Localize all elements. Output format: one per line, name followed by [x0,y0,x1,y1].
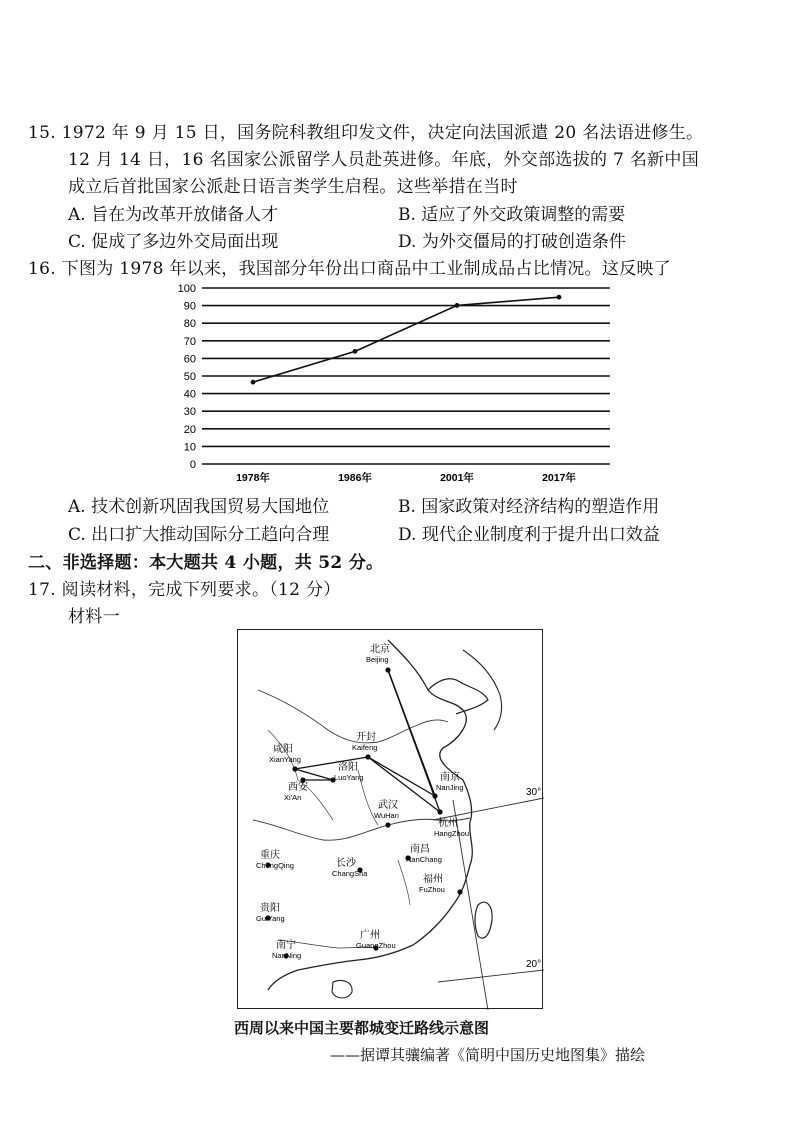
q15-option-d[interactable]: D. 为外交僵局的打破创造条件 [398,232,626,252]
taiwan-island [475,902,492,938]
korean-peninsula [463,650,502,730]
section-two-heading: 二、非选择题：本大题共 4 小题，共 52 分。 [28,553,384,573]
q15-option-a[interactable]: A. 旨在为改革开放储备人才 [68,205,279,225]
q17-stem: 17. 阅读材料，完成下列要求。（12 分） [28,580,341,600]
chart-gridlines [202,288,610,464]
chart-point [455,303,460,308]
map-city-name-pinyin: Kaifeng [352,743,378,752]
map-city-name-cn: 南昌 [410,844,430,855]
chart-x-tick-labels [236,471,576,484]
map-city-dot [457,889,462,894]
map-city-name-cn: 南宁 [276,940,296,951]
q16-option-c[interactable]: C. 出口扩大推动国际分工趋向合理 [68,525,330,545]
map-city-name-cn: 贵阳 [260,903,280,914]
map-city-dot [385,822,390,827]
q15-option-c[interactable]: C. 促成了多边外交局面出现 [68,232,279,252]
latitude-30-label: 30° [526,787,542,798]
map-city-name-cn: 长沙 [336,858,356,869]
chart-y-tick-label: 80 [183,318,196,331]
hainan-island [332,980,352,998]
map-city-labels [256,642,469,960]
chart-y-tick-label: 60 [183,353,196,366]
q16-option-b[interactable]: B. 国家政策对经济结构的塑造作用 [398,497,660,517]
yellow-river [258,690,448,743]
map-city-name-pinyin: ChongQing [256,861,294,870]
map-city-dot [292,766,297,771]
map-city-dot [385,667,390,672]
map-city-dot [437,809,442,814]
map-city-name-cn: 武汉 [378,800,398,811]
map-city-name-cn: 西安 [288,782,308,793]
map-city-name-pinyin: GuangZhou [356,941,396,950]
chart-y-tick-label: 100 [177,283,196,295]
chart-x-tick-label: 2017年 [542,472,576,484]
chart-point [557,295,562,300]
map-city-name-pinyin: Beijing [366,655,389,664]
q17-material-label: 材料一 [68,607,120,627]
tributary-3 [398,860,410,905]
map-city-name-cn: 洛阳 [338,762,358,773]
map-city-name-pinyin: HangZhou [434,829,470,838]
chart-x-tick-label: 1978年 [236,472,270,484]
q15-stem-line2: 12 月 14 日，16 名国家公派留学人员赴英进修。年底，外交部选拔的 7 名新中国 [68,150,700,170]
map-city-name-pinyin: NanJing [436,783,464,792]
map-city-name-pinyin: ChangSha [332,869,368,878]
chart-point [353,349,358,354]
chart-series-line [253,297,559,382]
map-city-name-pinyin: WuHan [374,811,399,820]
map-city-name-cn: 北京 [370,644,390,655]
q16-option-d[interactable]: D. 现代企业制度利于提升出口效益 [398,525,660,545]
map-city-name-cn: 重庆 [260,850,280,861]
chart-y-tick-label: 40 [183,388,196,401]
map-city-dot [365,754,370,759]
map-city-name-cn: 杭州 [438,818,458,829]
chart-points [251,295,562,385]
chart-y-tick-label: 20 [183,423,196,436]
map-city-name-cn: 开封 [356,732,376,743]
industrial-export-share-chart [170,282,620,488]
map-city-name-pinyin: LuoYang [334,773,364,782]
chart-point [251,380,256,385]
map-city-name-pinyin: Xi'An [284,793,302,802]
map-city-name-cn: 广州 [360,930,380,941]
latitude-20-label: 20° [526,959,542,970]
latitude-30-line [433,798,544,820]
map-city-name-cn: 南京 [440,772,460,783]
capital-migration-map [237,629,543,1009]
chart-y-tick-label: 70 [183,335,196,348]
map-city-name-pinyin: NanNing [272,951,302,960]
chart-y-tick-label: 0 [189,459,196,471]
q16-option-a[interactable]: A. 技术创新巩固我国贸易大国地位 [68,497,330,517]
map-city-name-pinyin: GuiYang [256,914,285,923]
map-city-name-cn: 咸阳 [273,744,293,755]
chart-y-tick-label: 10 [183,441,196,454]
map-city-name-pinyin: FuZhou [419,885,445,894]
q15-stem-line3: 成立后首批国家公派赴日语言类学生启程。这些举措在当时 [68,177,518,197]
map-city-name-pinyin: XianYang [269,755,301,764]
map-city-dot [432,793,437,798]
map-city-name-cn: 福州 [423,874,443,885]
map-city-name-pinyin: NanChang [406,855,442,864]
map-caption: 西周以来中国主要都城变迁路线示意图 [234,1019,490,1037]
chart-y-tick-labels [178,283,196,471]
chart-x-tick-label: 2001年 [440,472,474,484]
latitude-20-line [438,970,544,982]
chart-x-tick-label: 1986年 [338,472,372,484]
map-source: ——据谭其骧编著《简明中国历史地图集》描绘 [330,1046,646,1064]
q16-stem: 16. 下图为 1978 年以来，我国部分年份出口商品中工业制成品占比情况。这反映了 [28,259,672,279]
chart-y-tick-label: 90 [183,300,196,313]
chart-y-tick-label: 50 [183,371,196,383]
q15-stem-line1: 15. 1972 年 9 月 15 日，国务院科教组印发文件，决定向法国派遣 20 名法语进修生。 [28,123,704,143]
q15-option-b[interactable]: B. 适应了外交政策调整的需要 [398,205,626,225]
chart-y-tick-label: 30 [183,406,196,419]
